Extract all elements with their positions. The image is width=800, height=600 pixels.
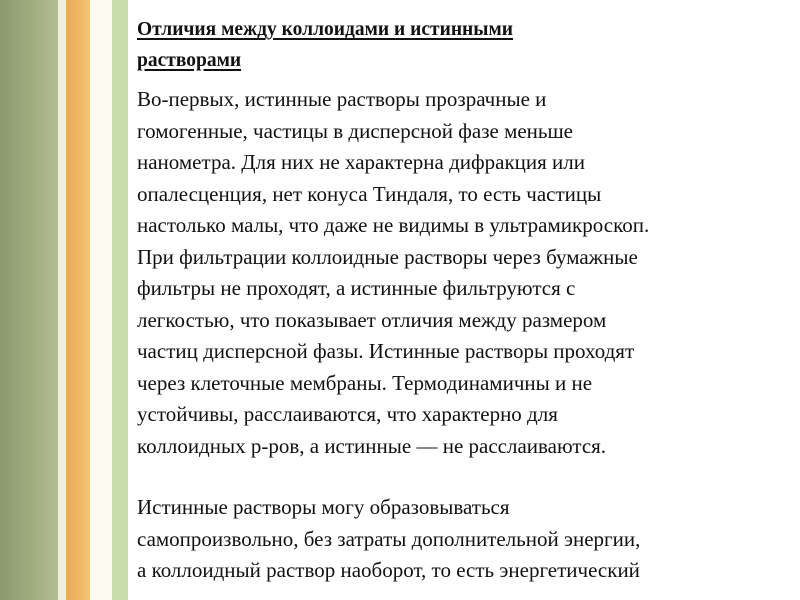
paragraph-1-line: нанометра. Для них не характерна дифракция или [137, 150, 586, 174]
paragraph-1-line: легкостью, что показывает отличия между размером [137, 307, 607, 332]
paragraph-1-line: фильтры не проходят, а истинные фильтруются с [137, 276, 576, 300]
slide-title [137, 14, 792, 76]
paragraph-1-line: гомогенные, частицы в дисперсной фазе меньше [137, 118, 573, 143]
stripe-orange [66, 0, 90, 600]
paragraph-1-line: При фильтрации коллоидные растворы через бумажные [137, 244, 638, 269]
paragraph-1-line: частиц дисперсной фазы. Истинные растворы проходят [137, 339, 635, 363]
stripe-cream [58, 0, 66, 600]
paragraph-2-line: Истинные растворы могу образовываться [137, 495, 510, 519]
decorative-side-stripes [0, 0, 128, 600]
paragraph-1-line: опалесценция, нет конуса Тиндаля, то есть частицы [137, 181, 602, 206]
paragraph-1-line: устойчивы, расслаиваются, что характерно для [137, 402, 558, 426]
paragraph-1 [137, 84, 792, 462]
paragraph-1-line: Во-первых, истинные растворы прозрачные и [137, 87, 547, 111]
stripe-white [90, 0, 112, 600]
stripe-light-green [112, 0, 128, 600]
paragraph-2 [137, 492, 792, 587]
paragraph-1-line: через клеточные мембраны. Термодинамичны и не [137, 370, 593, 395]
slide-content [137, 14, 792, 587]
paragraph-spacer [137, 462, 792, 492]
paragraph-2-line: а коллоидный раствор наоборот, то есть энергетический [137, 558, 640, 582]
title-line-2: растворами [137, 50, 242, 71]
stripe-olive [0, 0, 58, 600]
paragraph-1-line: настолько малы, что даже не видимы в ультрамикроскоп. [137, 213, 650, 237]
paragraph-1-line: коллоидных р-ров, а истинные — не расслаиваются. [137, 433, 607, 458]
paragraph-2-line: самопроизвольно, без затраты дополнительной энергии, [137, 526, 641, 551]
title-line-1: Отличия между коллоидами и истинными [137, 19, 514, 40]
